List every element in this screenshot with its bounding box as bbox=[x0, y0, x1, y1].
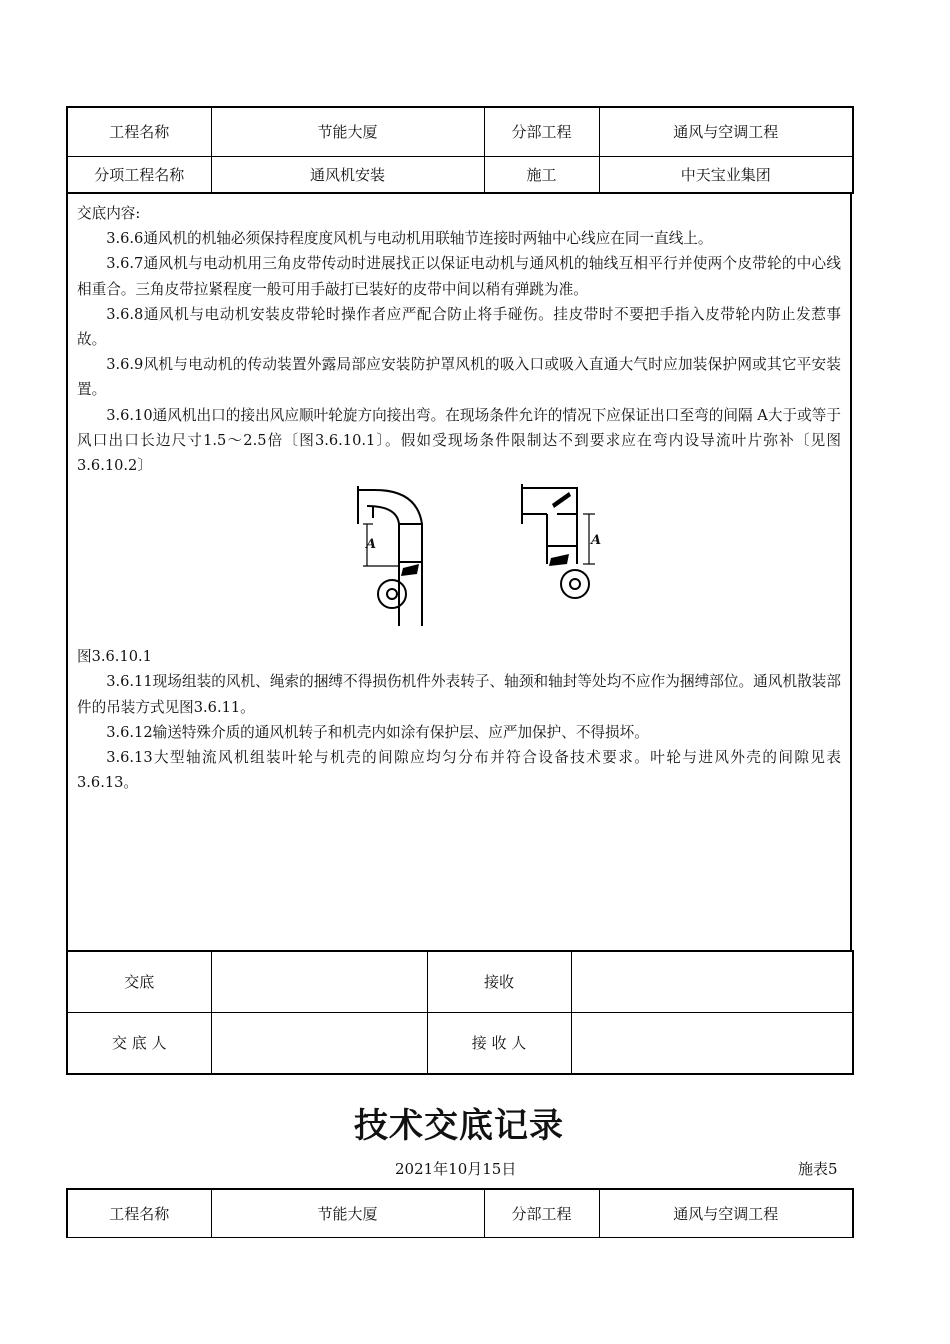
construction-label: 施工 bbox=[484, 156, 599, 193]
project-name-value: 节能大厦 bbox=[211, 107, 484, 156]
content-heading: 交底内容: bbox=[77, 205, 141, 222]
clause-3-6-9: 3.6.9风机与电动机的传动装置外露局部应安装防护罩风机的吸入口或吸入直通大气时应加装保护网或其它平安装置。 bbox=[77, 356, 841, 399]
record-date: 2021年10月15日 bbox=[395, 1160, 517, 1178]
receiver-value[interactable] bbox=[571, 1012, 853, 1074]
clause-3-6-7: 3.6.7通风机与电动机用三角皮带传动时进展找正以保证电动机与通风机的轴线互相平行并使两个皮带轮的中心线相重合。三角皮带拉紧程度一般可用手敲打已装好的皮带中间以稍有弹跳为准。 bbox=[77, 255, 841, 298]
receiver-label: 接 收 人 bbox=[427, 1012, 571, 1074]
clause-3-6-13: 3.6.13大型轴流风机组装叶轮与机壳的间隙应均匀分布并符合设备技术要求。叶轮与进风外壳的间隙见表3.6.13。 bbox=[77, 749, 841, 792]
dimension-label-a-left: A bbox=[366, 537, 377, 553]
next-project-name-label: 工程名称 bbox=[67, 1189, 211, 1237]
receive-label: 接收 bbox=[427, 951, 571, 1012]
handover-label: 交底 bbox=[67, 951, 211, 1012]
next-project-info-table bbox=[66, 1188, 854, 1238]
construction-value: 中天宝业集团 bbox=[599, 156, 853, 193]
clause-3-6-11: 3.6.11现场组装的风机、绳索的捆缚不得损伤机件外表转子、轴颈和轴封等处均不应作为捆缚部位。通风机散装部件的吊装方式见图3.6.11。 bbox=[77, 673, 841, 716]
next-project-name-value: 节能大厦 bbox=[211, 1189, 484, 1237]
figure-caption: 图3.6.10.1 bbox=[77, 648, 152, 666]
handover-content bbox=[66, 193, 852, 950]
receive-value[interactable] bbox=[571, 951, 853, 1012]
signature-table bbox=[66, 950, 854, 1075]
subproject-row bbox=[67, 156, 853, 193]
dimension-label-a-right: A bbox=[591, 533, 602, 549]
fan-outlet-elbow-diagram bbox=[77, 484, 845, 644]
next-division-label: 分部工程 bbox=[484, 1189, 599, 1237]
handover-row bbox=[67, 951, 853, 1012]
clause-3-6-12: 3.6.12输送特殊介质的通风机转子和机壳内如涂有保护层、应严加保护、不得损坏。 bbox=[106, 723, 649, 741]
form-number: 施表5 bbox=[798, 1160, 838, 1178]
fan-outlet-figures bbox=[77, 484, 841, 644]
signer-row bbox=[67, 1012, 853, 1074]
handover-value[interactable] bbox=[211, 951, 427, 1012]
project-name-label: 工程名称 bbox=[67, 107, 211, 156]
clause-3-6-8: 3.6.8通风机与电动机安装皮带轮时操作者应严配合防止将手碰伤。挂皮带时不要把手指入皮带轮内防止发惹事故。 bbox=[77, 305, 841, 349]
clause-3-6-10: 3.6.10通风机出口的接出风应顺叶轮旋方向接出弯。在现场条件允许的情况下应保证出口至弯的间隔 A大于或等于风口出口长边尺寸1.5～2.5倍〔图3.6.10.1〕。假如受现场条件限制达不到要求应在弯内设导流叶片弥补〔见图3.6.10.2〕 bbox=[77, 406, 841, 475]
project-row bbox=[67, 107, 853, 156]
project-info-table bbox=[66, 106, 854, 194]
page-title: 技术交底记录 bbox=[354, 1106, 564, 1146]
next-division-value: 通风与空调工程 bbox=[599, 1189, 853, 1237]
subproject-value: 通风机安装 bbox=[211, 156, 484, 193]
next-project-row bbox=[67, 1189, 853, 1237]
handover-person-label: 交 底 人 bbox=[67, 1012, 211, 1074]
division-value: 通风与空调工程 bbox=[599, 107, 853, 156]
subproject-label: 分项工程名称 bbox=[67, 156, 211, 193]
handover-person-value[interactable] bbox=[211, 1012, 427, 1074]
division-label: 分部工程 bbox=[484, 107, 599, 156]
clause-3-6-6: 3.6.6通风机的机轴必须保持程度度风机与电动机用联轴节连接时两轴中心线应在同一直线上。 bbox=[106, 230, 713, 248]
